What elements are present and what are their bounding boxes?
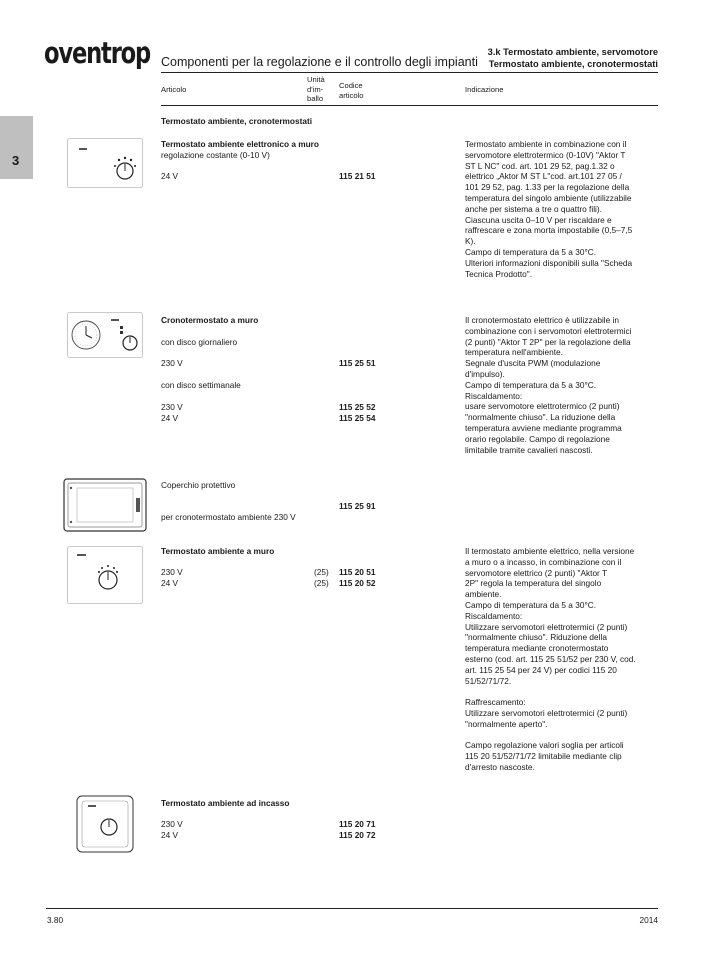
chapter-tab-number: 3 <box>12 153 20 168</box>
product-2-variant-3: 24 V <box>161 413 179 423</box>
product-4-code-2: 115 20 52 <box>339 578 376 588</box>
product-image-chrono-thermostat <box>67 312 143 358</box>
chapter-line-2: Termostato ambiente, cronotermostati <box>488 59 658 69</box>
col-articolo: Articolo <box>161 85 187 94</box>
product-2-variant-1: 230 V <box>161 358 183 368</box>
col-unita: Unità d'im- ballo <box>307 75 325 103</box>
chapter-line-1: 3.k Termostato ambiente, servomotore <box>487 47 658 57</box>
product-4-variant-1: 230 V <box>161 567 183 577</box>
product-1-code: 115 21 51 <box>339 171 376 181</box>
product-1-description: Termostato ambiente in combinazione con il servomotore elettrotermico (0-10V) "Aktor T ST L NC" cod. art. 101 29 52, pag.1.32 o elettrico „Aktor M ST L"cod. art.101 27 05 / 101 29 52, pag. 1.33 per la regolazione della temperatura del singolo ambiente (utilizzabile anche per sistema a tre o quattro fili). Ciascuna uscita 0–10 V per riscaldare e raffrescare e zona morta impostabile (0,5–7,5 K). Campo di temperatura da 5 a 30°C. Ulteriori informazioni disponibili sulla "Scheda Tecnica Prodotto". <box>465 139 633 279</box>
col-indicazione: Indicazione <box>465 85 504 94</box>
product-2-sub-weekly: con disco settimanale <box>161 380 241 390</box>
product-2-code-2: 115 25 52 <box>339 402 376 412</box>
product-1-variant: 24 V <box>161 171 179 181</box>
brand-logo: oventrop <box>44 36 151 70</box>
footer-year: 2014 <box>639 915 658 925</box>
col-codice: Codice articolo <box>339 81 364 100</box>
product-image-flush-thermostat <box>76 795 134 853</box>
page-number: 3.80 <box>47 915 64 925</box>
header-rule <box>161 72 658 73</box>
product-image-protective-cover <box>63 478 147 532</box>
columns-rule <box>161 105 658 106</box>
product-2-sub-daily: con disco giornaliero <box>161 337 238 347</box>
product-1-title: Termostato ambiente elettronico a muro <box>161 139 319 149</box>
product-5-variant-1: 230 V <box>161 819 183 829</box>
product-4-title: Termostato ambiente a muro <box>161 546 275 556</box>
product-3-code: 115 25 91 <box>339 501 376 511</box>
section-title: Termostato ambiente, cronotermostati <box>161 116 313 126</box>
product-4-variant-2: 24 V <box>161 578 179 588</box>
product-2-code-3: 115 25 54 <box>339 413 376 423</box>
product-1-subtitle: regolazione costante (0-10 V) <box>161 150 270 160</box>
product-2-variant-2: 230 V <box>161 402 183 412</box>
chapter-heading <box>488 46 658 70</box>
footer-rule <box>46 908 658 909</box>
product-4-unit-1: (25) <box>314 567 329 577</box>
product-4-description: Il termostato ambiente elettrico, nella versione a muro o a incasso, in combinazione con il servomotore elettrico (2 punti) "Aktor T 2P" regola la temperatura del singolo ambiente. Campo di temperatura da 5 a 30°C. Riscaldamento: Utilizzare servomotori elettrotermici (2 punti) "normalmente chiuso". Riduzione della temperatura mediante cronotermostato esterno (cod. art. 115 25 51/52 per 230 V, cod. art. 115 25 54 per 24 V) per codici 115 20 51/52/71/72. Raffrescamento: Utilizzare servomotori elettrotermici (2 punti) "normalmente aperto". Campo regolazione valori soglia per articoli 115 20 51/52/71/72 limitabile mediante clip d'arresto nascoste. <box>465 546 636 772</box>
product-3-note: per cronotermostato ambiente 230 V <box>161 512 296 522</box>
product-5-variant-2: 24 V <box>161 830 179 840</box>
product-5-code-1: 115 20 71 <box>339 819 376 829</box>
product-2-description: Il cronotermostato elettrico è utilizzabile in combinazione con i servomotori elettrotermici (2 punti) "Aktor T 2P" per la regolazione della temperatura nell'ambiente. Segnale d'uscita PWM (modulazione d'impulso). Campo di temperatura da 5 a 30°C. Riscaldamento: usare servomotore elettrotermico (2 punti) "normalmente chiuso". La riduzione della temperatura avviene mediante programma orario regolabile. Campo di regolazione limitabile tramite cavalieri nascosti. <box>465 315 632 455</box>
product-4-unit-2: (25) <box>314 578 329 588</box>
product-2-title: Cronotermostato a muro <box>161 315 259 325</box>
chapter-tab <box>0 116 33 179</box>
product-4-code-1: 115 20 51 <box>339 567 376 577</box>
product-3-title: Coperchio protettivo <box>161 480 236 490</box>
product-image-wall-thermostat <box>67 546 143 604</box>
product-5-code-2: 115 20 72 <box>339 830 376 840</box>
product-5-title: Termostato ambiente ad incasso <box>161 798 290 808</box>
product-image-electronic-thermostat <box>67 138 143 188</box>
page-subtitle: Componenti per la regolazione e il controllo degli impianti <box>161 55 478 69</box>
product-2-code-1: 115 25 51 <box>339 358 376 368</box>
